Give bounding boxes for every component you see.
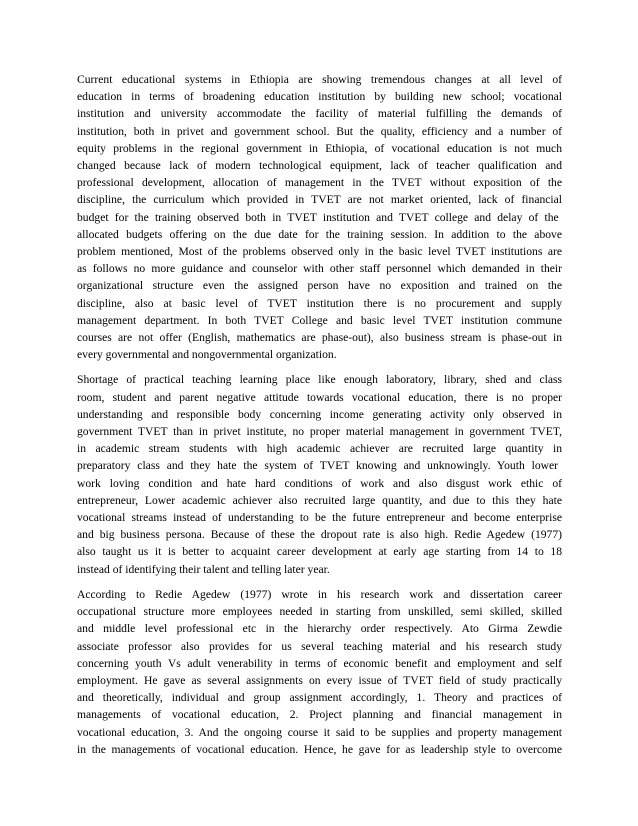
- text-line: also taught us it is better to acquaint career development at early age starting from 14 to 18: [77, 545, 562, 559]
- text-line: vocational streams instead of understanding to be the future entrepreneur and become enterprise: [77, 511, 562, 525]
- text-line: in academic stream students with high academic achiever are recruited large quantity in: [77, 442, 562, 456]
- text-line: institution, both in privet and government school. But the quality, efficiency and a number of: [77, 124, 562, 138]
- text-line: vocational education, 3. And the ongoing course it said to be supplies and property management: [77, 725, 562, 739]
- text-line: Shortage of practical teaching learning place like enough laboratory, library, shed and class: [77, 373, 562, 387]
- text-line: and big business persona. Because of these the dropout rate is also high. Redie Agedew (1977): [77, 528, 562, 542]
- text-line: room, student and parent negative attitude towards vocational education, there is no proper: [77, 390, 562, 404]
- text-line: Current educational systems in Ethiopia are showing tremendous changes at all level of: [77, 73, 562, 86]
- text-line: discipline, the curriculum which provided in TVET are not market oriented, lack of financial: [77, 193, 562, 207]
- text-line: instead of identifying their talent and telling later year.: [77, 562, 330, 576]
- text-line: employment. He gave as several assignments on every issue of TVET field of study practically: [77, 673, 562, 687]
- paragraph-2: [77, 371, 562, 577]
- text-line: preparatory class and they hate the system of TVET knowing and unknowingly. Youth lower: [77, 459, 559, 473]
- paragraph-1: [77, 71, 562, 363]
- text-line: professional development, allocation of management in the TVET without exposition of the: [77, 176, 562, 190]
- text-line: equity problems in the regional government in Ethiopia, of vocational education is not much: [77, 141, 562, 155]
- text-line: as follows no more guidance and counselor with other staff personnel which demanded in their: [77, 262, 562, 276]
- text-line: changed because lack of modern technological equipment, lack of teacher qualification and: [77, 159, 562, 173]
- text-line: concerning youth Vs adult venerability in terms of economic benefit and employment and self: [77, 656, 562, 670]
- text-line: occupational structure more employees needed in starting from unskilled, semi skilled, skilled: [77, 605, 562, 619]
- document-body: [77, 71, 562, 766]
- text-line: allocated budgets offering on the due date for the training session. In addition to the above: [77, 227, 562, 241]
- text-line: courses are not offer (English, mathematics are phase-out), also business stream is phase-out in: [77, 331, 562, 345]
- text-line: work loving condition and hate hard conditions of work and also disgust work ethic of: [77, 476, 562, 490]
- text-line: management department. In both TVET College and basic level TVET institution commune: [77, 313, 562, 327]
- text-line: According to Redie Agedew (1977) wrote in his research work and dissertation career: [77, 587, 562, 601]
- text-line: and theoretically, individual and group assignment accordingly, 1. Theory and practices of: [77, 691, 562, 705]
- text-line: institution and university accommodate the facility of material fulfilling the demands of: [77, 107, 562, 121]
- text-line: education in terms of broadening education institution by building new school; vocational: [77, 90, 562, 104]
- text-line: entrepreneur, Lower academic achiever also recruited large quantity, and due to this they hate: [77, 493, 562, 507]
- text-line: managements of vocational education, 2. Project planning and financial management in: [77, 708, 562, 722]
- text-line: associate professor also provides for us several teaching material and his research study: [77, 639, 562, 653]
- paragraph-3: [77, 586, 562, 758]
- text-line: organizational structure even the assigned person have no exposition and trained on the: [77, 279, 562, 293]
- text-line: every governmental and nongovernmental organization.: [77, 348, 337, 362]
- text-line: understanding and responsible body concerning income generating activity only observed in: [77, 407, 562, 421]
- text-line: in the managements of vocational education. Hence, he gave for as leadership style to overcome: [77, 742, 562, 756]
- text-line: government TVET than in privet institute, no proper material management in government TVET,: [77, 425, 562, 439]
- text-line: problem mentioned, Most of the problems observed only in the basic level TVET institutions are: [77, 245, 562, 259]
- text-line: and middle level professional etc in the hierarchy order respectively. Ato Girma Zewdie: [77, 622, 562, 636]
- text-line: discipline, also at basic level of TVET institution there is no procurement and supply: [77, 296, 562, 310]
- text-line: budget for the training observed both in TVET institution and TVET college and delay of the: [77, 210, 559, 224]
